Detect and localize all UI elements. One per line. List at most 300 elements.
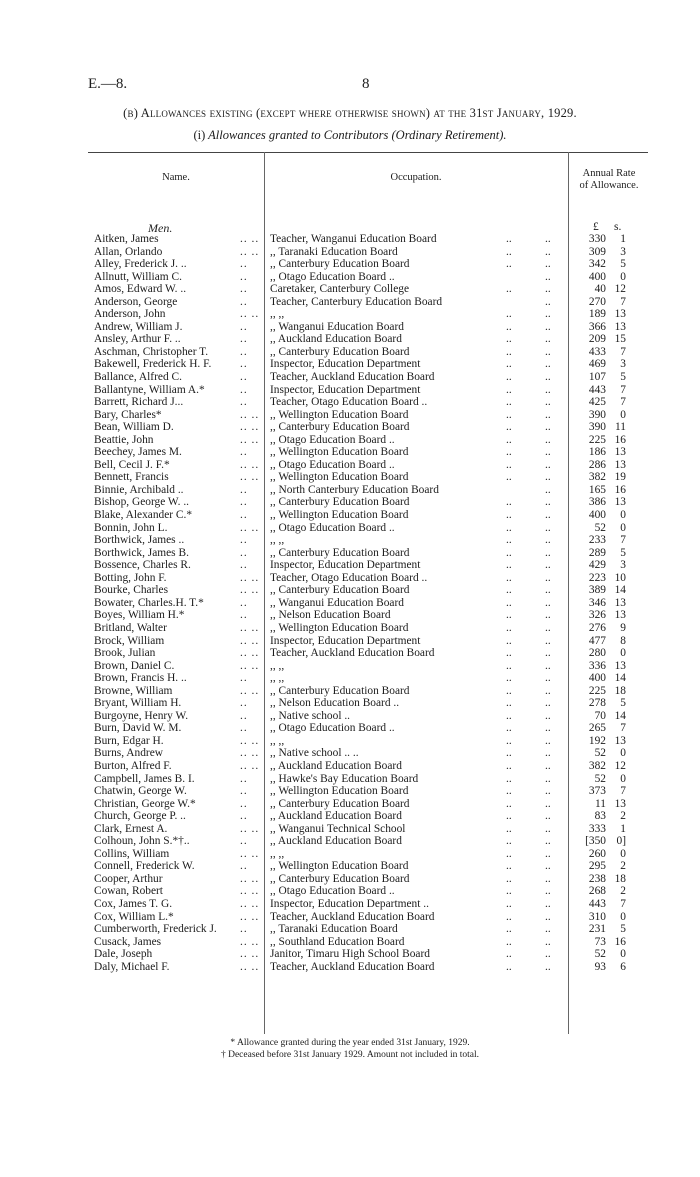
occupation-leader-dots-2: ..	[545, 308, 551, 321]
allowance-pounds: 366	[588, 320, 606, 333]
allowance-pounds: 342	[588, 258, 606, 271]
person-name: Christian, George W.*	[94, 797, 196, 810]
person-name: Borthwick, James ..	[94, 534, 185, 547]
allowance-pounds: 209	[588, 333, 606, 346]
occupation: Teacher, Otago Education Board ..	[270, 396, 428, 409]
allowance-shillings: 7	[620, 383, 626, 396]
page-number: 8	[362, 76, 370, 92]
name-leader-dots: .. ..	[240, 822, 260, 835]
allowance-pounds: 52	[594, 772, 606, 785]
allowance-shillings: 0	[620, 910, 626, 923]
occupation: Teacher, Auckland Education Board	[270, 910, 435, 923]
occupation: Teacher, Canterbury Education Board	[270, 295, 443, 308]
occupation-leader-dots-2: ..	[545, 634, 551, 647]
occupation: ,, Canterbury Education Board	[270, 797, 410, 810]
table-row	[0, 384, 700, 397]
name-leader-dots: .. ..	[240, 634, 260, 647]
name-leader-dots: .. ..	[240, 571, 260, 584]
occupation-leader-dots-2: ..	[545, 295, 551, 308]
allowance-shillings: 11	[615, 421, 626, 434]
allowance-pounds: 477	[588, 634, 606, 647]
name-leader-dots: .. ..	[240, 897, 260, 910]
allowance-shillings: 9	[620, 621, 626, 634]
footnote-dagger: † Deceased before 31st January 1929. Amount not included in total.	[220, 1050, 480, 1060]
person-name: Daly, Michael F.	[94, 960, 170, 973]
name-leader-dots: .. ..	[240, 584, 260, 597]
allowance-shillings: 0	[620, 772, 626, 785]
name-leader-dots: ..	[240, 923, 248, 936]
person-name: Burgoyne, Henry W.	[94, 709, 189, 722]
allowance-pounds: 382	[588, 759, 606, 772]
name-leader-dots: ..	[240, 283, 248, 296]
table-row	[0, 547, 700, 560]
occupation: ,, Otago Education Board ..	[270, 722, 395, 735]
occupation-leader-dots: ..	[506, 684, 512, 697]
person-name: Burns, Andrew	[94, 747, 163, 760]
allowance-pounds: 443	[588, 383, 606, 396]
table-row	[0, 785, 700, 798]
name-leader-dots: .. ..	[240, 621, 260, 634]
allowance-pounds: 309	[588, 245, 606, 258]
occupation-leader-dots-2: ..	[545, 509, 551, 522]
occupation: ,, ,,	[270, 672, 285, 685]
occupation-leader-dots: ..	[506, 509, 512, 522]
person-name: Chatwin, George W.	[94, 785, 187, 798]
name-leader-dots: ..	[240, 270, 248, 283]
person-name: Burn, Edgar H.	[94, 734, 164, 747]
occupation-leader-dots: ..	[506, 345, 512, 358]
person-name: Ballantyne, William A.*	[94, 383, 205, 396]
occupation-leader-dots: ..	[506, 596, 512, 609]
table-top-rule	[88, 152, 648, 153]
occupation-leader-dots-2: ..	[545, 885, 551, 898]
allowance-shillings: 3	[620, 358, 626, 371]
occupation: ,, ,,	[270, 308, 285, 321]
allowance-pounds: 73	[594, 935, 606, 948]
name-leader-dots: ..	[240, 546, 248, 559]
occupation-leader-dots: ..	[506, 923, 512, 936]
allowance-pounds: 192	[588, 734, 606, 747]
occupation: Teacher, Auckland Education Board	[270, 371, 435, 384]
person-name: Browne, William	[94, 684, 173, 697]
person-name: Aschman, Christopher T.	[94, 345, 209, 358]
name-leader-dots: ..	[240, 785, 248, 798]
allowance-pounds: 295	[588, 860, 606, 873]
allowance-pounds: 265	[588, 722, 606, 735]
allowance-pounds: 310	[588, 910, 606, 923]
allowance-pounds: 346	[588, 596, 606, 609]
occupation-leader-dots: ..	[506, 634, 512, 647]
occupation: ,, Wanganui Technical School	[270, 822, 406, 835]
occupation-leader-dots: ..	[506, 722, 512, 735]
allowance-pounds: 443	[588, 897, 606, 910]
occupation-leader-dots: ..	[506, 458, 512, 471]
occupation: ,, Canterbury Education Board	[270, 496, 410, 509]
table-row	[0, 948, 700, 961]
person-name: Binnie, Archibald ..	[94, 483, 184, 496]
name-leader-dots: .. ..	[240, 233, 260, 245]
occupation-leader-dots-2: ..	[545, 283, 551, 296]
allowance-pounds: 231	[588, 923, 606, 936]
name-leader-dots: .. ..	[240, 458, 260, 471]
name-leader-dots: .. ..	[240, 684, 260, 697]
table-row	[0, 509, 700, 522]
name-leader-dots: ..	[240, 345, 248, 358]
allowance-pounds: 260	[588, 847, 606, 860]
occupation-leader-dots: ..	[506, 659, 512, 672]
allowance-shillings: 12	[614, 759, 626, 772]
allowance-shillings: 5	[620, 258, 626, 271]
name-leader-dots: .. ..	[240, 433, 260, 446]
occupation-leader-dots: ..	[506, 233, 512, 245]
name-leader-dots: ..	[240, 295, 248, 308]
allowance-shillings: 13	[614, 734, 626, 747]
column-header-rate	[568, 168, 650, 192]
allowance-shillings: 3	[620, 245, 626, 258]
name-leader-dots: .. ..	[240, 847, 260, 860]
allowance-shillings: 12	[614, 283, 626, 296]
allowance-shillings: 13	[614, 496, 626, 509]
allowance-shillings: 2	[620, 860, 626, 873]
occupation: ,, ,,	[270, 734, 285, 747]
allowance-shillings: 13	[614, 609, 626, 622]
occupation-leader-dots-2: ..	[545, 810, 551, 823]
allowance-pounds: 186	[588, 446, 606, 459]
person-name: Alley, Frederick J. ..	[94, 258, 187, 271]
table-row	[0, 522, 700, 535]
occupation: ,, Auckland Education Board	[270, 759, 402, 772]
occupation-leader-dots-2: ..	[545, 647, 551, 660]
occupation-leader-dots-2: ..	[545, 584, 551, 597]
table-row	[0, 434, 700, 447]
table-row	[0, 246, 700, 259]
occupation-leader-dots-2: ..	[545, 233, 551, 245]
name-leader-dots: ..	[240, 797, 248, 810]
name-leader-dots: .. ..	[240, 935, 260, 948]
table-row	[0, 936, 700, 949]
person-name: Cox, James T. G.	[94, 897, 173, 910]
table-row	[0, 609, 700, 622]
occupation-leader-dots-2: ..	[545, 371, 551, 384]
name-leader-dots: ..	[240, 258, 248, 271]
table-row	[0, 622, 700, 635]
occupation-leader-dots-2: ..	[545, 458, 551, 471]
occupation: ,, Otago Education Board ..	[270, 270, 395, 283]
name-leader-dots: ..	[240, 609, 248, 622]
rate-header-line1: Annual Rate	[582, 168, 636, 179]
allowance-pounds: 425	[588, 396, 606, 409]
person-name: Botting, John F.	[94, 571, 167, 584]
person-name: Andrew, William J.	[94, 320, 183, 333]
person-name: Bakewell, Frederick H. F.	[94, 358, 212, 371]
name-leader-dots: ..	[240, 358, 248, 371]
allowance-shillings: 7	[620, 295, 626, 308]
person-name: Bonnin, John L.	[94, 521, 168, 534]
name-leader-dots: .. ..	[240, 421, 260, 434]
table-row	[0, 584, 700, 597]
occupation: Inspector, Education Department	[270, 634, 421, 647]
allowance-pounds: 107	[588, 371, 606, 384]
occupation: ,, Taranaki Education Board	[270, 245, 398, 258]
occupation: ,, Canterbury Education Board	[270, 258, 410, 271]
occupation: ,, Hawke's Bay Education Board	[270, 772, 419, 785]
allowance-shillings: 0	[620, 408, 626, 421]
table-row	[0, 446, 700, 459]
occupation-leader-dots-2: ..	[545, 897, 551, 910]
person-name: Bryant, William H.	[94, 697, 182, 710]
occupation-leader-dots-2: ..	[545, 747, 551, 760]
occupation: ,, Otago Education Board ..	[270, 433, 395, 446]
table-row	[0, 233, 700, 246]
person-name: Bowater, Charles.H. T.*	[94, 596, 204, 609]
occupation-leader-dots-2: ..	[545, 534, 551, 547]
name-leader-dots: ..	[240, 483, 248, 496]
name-leader-dots: ..	[240, 559, 248, 572]
table-row	[0, 722, 700, 735]
occupation-leader-dots-2: ..	[545, 872, 551, 885]
name-leader-dots: ..	[240, 810, 248, 823]
occupation-leader-dots-2: ..	[545, 910, 551, 923]
occupation-leader-dots-2: ..	[545, 596, 551, 609]
occupation: Inspector, Education Department ..	[270, 897, 429, 910]
occupation-leader-dots: ..	[506, 747, 512, 760]
allowance-pounds: 326	[588, 609, 606, 622]
occupation-leader-dots: ..	[506, 421, 512, 434]
occupation-leader-dots: ..	[506, 446, 512, 459]
name-leader-dots: ..	[240, 860, 248, 873]
table-row	[0, 911, 700, 924]
occupation: ,, Wellington Education Board	[270, 785, 409, 798]
allowance-pounds: 289	[588, 546, 606, 559]
name-leader-dots: .. ..	[240, 408, 260, 421]
occupation-leader-dots: ..	[506, 785, 512, 798]
table-row	[0, 710, 700, 723]
occupation-leader-dots: ..	[506, 258, 512, 271]
person-name: Church, George P. ..	[94, 810, 186, 823]
occupation-leader-dots-2: ..	[545, 797, 551, 810]
name-leader-dots: ..	[240, 709, 248, 722]
allowance-pounds: 233	[588, 534, 606, 547]
person-name: Ballance, Alfred C.	[94, 371, 182, 384]
allowance-pounds: 11	[595, 797, 606, 810]
table-row	[0, 296, 700, 309]
allowance-shillings: 16	[614, 935, 626, 948]
allowance-shillings: 1	[620, 822, 626, 835]
occupation-leader-dots: ..	[506, 872, 512, 885]
table-row	[0, 421, 700, 434]
table-row	[0, 798, 700, 811]
occupation: ,, Nelson Education Board ..	[270, 697, 400, 710]
section-label-men: Men.	[148, 221, 173, 235]
person-name: Amos, Edward W. ..	[94, 283, 187, 296]
occupation-leader-dots-2: ..	[545, 546, 551, 559]
allowance-shillings: 0	[620, 847, 626, 860]
table-row	[0, 346, 700, 359]
person-name: Burton, Alfred F.	[94, 759, 172, 772]
allowance-shillings: 16	[614, 483, 626, 496]
name-leader-dots: ..	[240, 835, 248, 848]
allowance-pounds: 390	[588, 421, 606, 434]
rate-header-line2: of Allowance.	[579, 180, 639, 191]
allowance-shillings: 7	[620, 345, 626, 358]
occupation-leader-dots-2: ..	[545, 559, 551, 572]
allowance-pounds: 382	[588, 471, 606, 484]
occupation: Inspector, Education Department	[270, 559, 421, 572]
name-leader-dots: .. ..	[240, 734, 260, 747]
column-header-occupation: Occupation.	[390, 172, 442, 183]
allowance-pounds: [350	[585, 835, 606, 848]
occupation: Inspector, Education Department	[270, 358, 421, 371]
column-header-name: Name.	[162, 172, 190, 183]
allowance-shillings: 8	[620, 634, 626, 647]
person-name: Allan, Orlando	[94, 245, 163, 258]
occupation-leader-dots-2: ..	[545, 270, 551, 283]
occupation-leader-dots: ..	[506, 948, 512, 961]
allowance-shillings: 5	[620, 697, 626, 710]
occupation-leader-dots-2: ..	[545, 847, 551, 860]
person-name: Connell, Frederick W.	[94, 860, 195, 873]
occupation-leader-dots-2: ..	[545, 709, 551, 722]
table-row	[0, 308, 700, 321]
allowance-shillings: 14	[614, 709, 626, 722]
allowance-shillings: 0	[620, 270, 626, 283]
occupation: ,, Otago Education Board ..	[270, 521, 395, 534]
occupation-leader-dots: ..	[506, 647, 512, 660]
table-row	[0, 496, 700, 509]
allowance-pounds: 270	[588, 295, 606, 308]
occupation: ,, Auckland Education Board	[270, 333, 402, 346]
pounds-symbol: £	[593, 221, 599, 233]
name-leader-dots: .. ..	[240, 948, 260, 961]
allowance-pounds: 40	[594, 283, 606, 296]
occupation-leader-dots: ..	[506, 910, 512, 923]
allowance-shillings: 2	[620, 810, 626, 823]
allowance-pounds: 390	[588, 408, 606, 421]
occupation-leader-dots: ..	[506, 897, 512, 910]
section-title: (b) Allowances existing (except where otherwise shown) at the 31st January, 1929.	[123, 106, 577, 120]
allowance-shillings: 14	[614, 584, 626, 597]
occupation-leader-dots-2: ..	[545, 345, 551, 358]
table-row	[0, 371, 700, 384]
table-row	[0, 333, 700, 346]
occupation: ,, Canterbury Education Board	[270, 421, 410, 434]
occupation-leader-dots-2: ..	[545, 483, 551, 496]
occupation: ,, Wellington Education Board	[270, 446, 409, 459]
occupation-leader-dots: ..	[506, 320, 512, 333]
person-name: Ansley, Arthur F. ..	[94, 333, 181, 346]
table-row	[0, 647, 700, 660]
person-name: Campbell, James B. I.	[94, 772, 195, 785]
footnote-star: * Allowance granted during the year ended 31st January, 1929.	[230, 1038, 470, 1048]
person-name: Brook, Julian	[94, 647, 156, 660]
person-name: Bennett, Francis	[94, 471, 169, 484]
allowance-shillings: 7	[620, 534, 626, 547]
person-name: Brock, William	[94, 634, 165, 647]
allowance-pounds: 330	[588, 233, 606, 245]
table-row	[0, 823, 700, 836]
person-name: Beattie, John	[94, 433, 154, 446]
name-leader-dots: .. ..	[240, 521, 260, 534]
allowance-pounds: 52	[594, 521, 606, 534]
allowance-shillings: 19	[614, 471, 626, 484]
person-name: Bishop, George W. ..	[94, 496, 190, 509]
person-name: Brown, Francis H. ..	[94, 672, 187, 685]
allowance-pounds: 336	[588, 659, 606, 672]
occupation-leader-dots: ..	[506, 697, 512, 710]
occupation: ,, Southland Education Board	[270, 935, 405, 948]
table-row	[0, 409, 700, 422]
person-name: Bary, Charles*	[94, 408, 162, 421]
occupation-leader-dots-2: ..	[545, 396, 551, 409]
occupation-leader-dots-2: ..	[545, 935, 551, 948]
name-leader-dots: ..	[240, 320, 248, 333]
occupation-leader-dots-2: ..	[545, 320, 551, 333]
name-leader-dots: .. ..	[240, 647, 260, 660]
allowance-pounds: 268	[588, 885, 606, 898]
allowance-shillings: 18	[614, 684, 626, 697]
occupation: Teacher, Auckland Education Board	[270, 960, 435, 973]
occupation: ,, Canterbury Education Board	[270, 546, 410, 559]
table-row	[0, 635, 700, 648]
allowance-pounds: 400	[588, 509, 606, 522]
table-row	[0, 773, 700, 786]
table-row	[0, 747, 700, 760]
occupation: Caretaker, Canterbury College	[270, 283, 410, 296]
occupation-leader-dots-2: ..	[545, 433, 551, 446]
allowance-table	[0, 233, 700, 973]
allowance-shillings: 0	[620, 647, 626, 660]
table-row	[0, 697, 700, 710]
table-row	[0, 660, 700, 673]
person-name: Boyes, William H.*	[94, 609, 185, 622]
occupation-leader-dots: ..	[506, 371, 512, 384]
name-leader-dots: ..	[240, 371, 248, 384]
person-name: Anderson, George	[94, 295, 178, 308]
allowance-shillings: 5	[620, 371, 626, 384]
allowance-pounds: 469	[588, 358, 606, 371]
allowance-pounds: 280	[588, 647, 606, 660]
table-row	[0, 760, 700, 773]
occupation-leader-dots-2: ..	[545, 697, 551, 710]
shillings-symbol: s.	[614, 221, 622, 233]
occupation-leader-dots-2: ..	[545, 471, 551, 484]
occupation: ,, Wellington Education Board	[270, 408, 409, 421]
allowance-shillings: 13	[614, 596, 626, 609]
occupation: ,, Wellington Education Board	[270, 509, 409, 522]
occupation-leader-dots-2: ..	[545, 672, 551, 685]
occupation: ,, Canterbury Education Board	[270, 584, 410, 597]
name-leader-dots: ..	[240, 446, 248, 459]
allowance-shillings: 3	[620, 559, 626, 572]
allowance-pounds: 286	[588, 458, 606, 471]
allowance-pounds: 433	[588, 345, 606, 358]
allowance-shillings: 13	[614, 458, 626, 471]
occupation-leader-dots-2: ..	[545, 521, 551, 534]
allowance-shillings: 0]	[616, 835, 626, 848]
allowance-pounds: 223	[588, 571, 606, 584]
occupation-leader-dots-2: ..	[545, 722, 551, 735]
allowance-pounds: 189	[588, 308, 606, 321]
allowance-shillings: 13	[614, 308, 626, 321]
occupation-leader-dots: ..	[506, 521, 512, 534]
table-row	[0, 321, 700, 334]
occupation-leader-dots-2: ..	[545, 785, 551, 798]
table-row	[0, 848, 700, 861]
allowance-shillings: 0	[620, 948, 626, 961]
occupation-leader-dots-2: ..	[545, 496, 551, 509]
occupation: ,, ,,	[270, 847, 285, 860]
name-leader-dots: ..	[240, 509, 248, 522]
